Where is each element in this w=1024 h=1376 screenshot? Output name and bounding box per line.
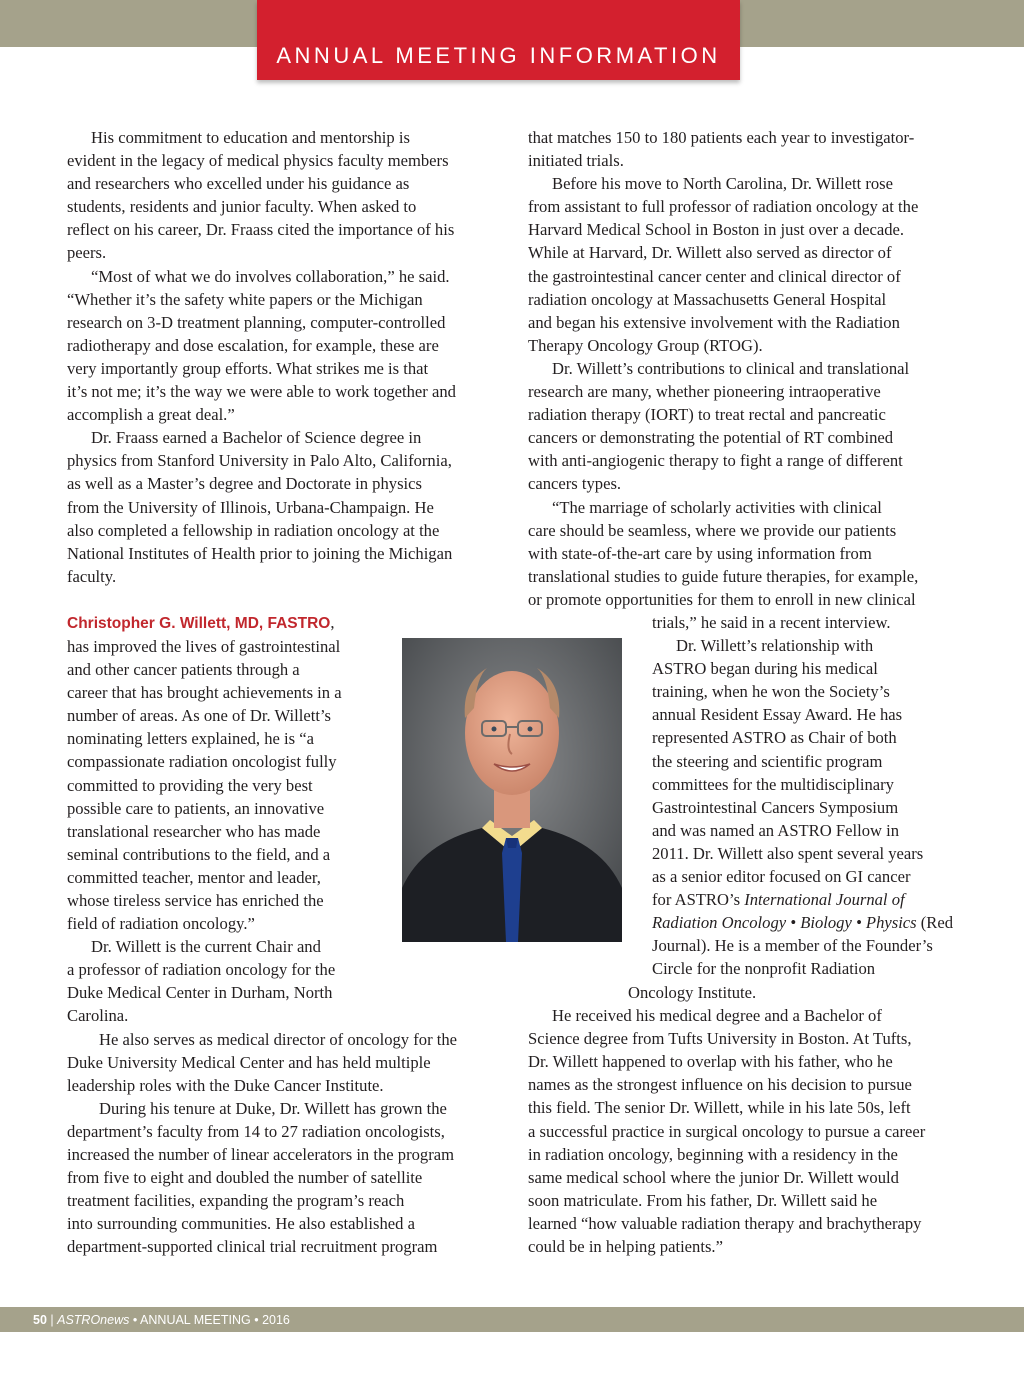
text-line: learned “how valuable radiation therapy and brachytherapy [528, 1213, 922, 1233]
text-line: nominating letters explained, he is “a [67, 729, 314, 749]
right-column-bottom-text [528, 981, 968, 1258]
text-line: Duke University Medical Center and has held multiple [67, 1052, 431, 1072]
section-header-tab [257, 0, 740, 80]
text-line: Gastrointestinal Cancers Symposium [652, 797, 899, 817]
text-line: Dr. Fraass earned a Bachelor of Science degree in [91, 428, 422, 448]
text-line: translational researcher who has made [67, 821, 321, 841]
text-line: His commitment to education and mentorship is [91, 128, 410, 147]
text-line: physics from Stanford University in Palo Alto, California, [67, 451, 452, 471]
text-line: career that has brought achievements in a [67, 683, 342, 703]
text-line: Dr. Willett is the current Chair and [91, 937, 321, 957]
text-line: this field. The senior Dr. Willett, while in his late 50s, left [528, 1098, 911, 1118]
text-line: the steering and scientific program [652, 751, 883, 771]
text-line: annual Resident Essay Award. He has [652, 705, 903, 725]
text-line: research on 3-D treatment planning, computer-controlled [67, 312, 446, 332]
text-line: from five to eight and doubled the number of satellite [67, 1168, 423, 1188]
text-line: as a senior editor focused on GI cancer [652, 867, 911, 887]
text-line: committed to providing the very best [67, 775, 313, 795]
text-line: radiotherapy and dose escalation, for example, these are [67, 335, 439, 355]
text-line: increased the number of linear accelerators in the program [67, 1145, 455, 1165]
publication-name: ASTROnews [57, 1313, 130, 1327]
text-line: While at Harvard, Dr. Willett also served as director of [528, 243, 892, 263]
text-line: it’s not me; it’s the way we were able to work together and [67, 382, 456, 402]
text-line: faculty. [67, 566, 117, 586]
text-line: research are many, whether pioneering intraoperative [528, 382, 881, 402]
text-line: Duke Medical Center in Durham, North [67, 983, 333, 1003]
text-line: “Most of what we do involves collaboration,” he said. [91, 266, 450, 286]
text-line: 2011. Dr. Willett also spent several years [652, 843, 924, 863]
footer-year: 2016 [262, 1313, 290, 1327]
name-suffix: , [330, 612, 335, 632]
profile-name: Christopher G. Willett, MD, FASTRO [67, 614, 331, 632]
text-line: could be in helping patients.” [528, 1237, 723, 1257]
portrait-photo [402, 638, 622, 942]
text-line: a successful practice in surgical oncology to pursue a career [528, 1121, 926, 1141]
text-line: field of radiation oncology.” [67, 914, 255, 934]
text-line: Dr. Willett’s relationship with [676, 636, 874, 656]
text-line: students, residents and junior faculty. When asked to [67, 197, 417, 217]
text-line: leadership roles with the Duke Cancer Institute. [67, 1075, 384, 1095]
text-line: as well as a Master’s degree and Doctorate in physics [67, 474, 422, 494]
text-line: from the University of Illinois, Urbana-Champaign. He [67, 497, 434, 517]
text-line: possible care to patients, an innovative [67, 798, 325, 818]
text-line: Journal). He is a member of the Founder’s [652, 936, 933, 956]
text-line: ASTRO began during his medical [652, 659, 878, 679]
page-number: 50 [33, 1313, 47, 1327]
text-line: radiation therapy (IORT) to treat rectal and pancreatic [528, 405, 886, 425]
portrait-illustration [402, 638, 622, 942]
text-line: translational studies to guide future therapies, for example, [528, 566, 919, 586]
text-line: He received his medical degree and a Bachelor of [552, 1006, 882, 1026]
text-line: Therapy Oncology Group (RTOG). [528, 335, 763, 355]
text-line: accomplish a great deal.” [67, 405, 235, 425]
text-line: Circle for the nonprofit Radiation [652, 959, 876, 979]
text-line: and was named an ASTRO Fellow in [652, 820, 900, 840]
text-line: soon matriculate. From his father, Dr. Willett said he [528, 1190, 878, 1210]
text-line: names as the strongest influence on his decision to pursue [528, 1075, 912, 1095]
text-line: that matches 150 to 180 patients each year to investigator- [528, 128, 915, 147]
text-line: and began his extensive involvement with the Radiation [528, 312, 900, 332]
text-line: committed teacher, mentor and leader, [67, 867, 321, 887]
text-line: Science degree from Tufts University in Boston. At Tufts, [528, 1029, 912, 1049]
journal-title-part-2: Radiation Oncology • Biology • Physics [652, 913, 917, 933]
text-line: very importantly group efforts. What strikes me is that [67, 358, 429, 378]
text-line: seminal contributions to the field, and a [67, 844, 331, 864]
footer-separator: | [50, 1313, 54, 1327]
text-line: the gastrointestinal cancer center and clinical director of [528, 266, 901, 286]
text-line: number of areas. As one of Dr. Willett’s [67, 706, 332, 726]
text-line: National Institutes of Health prior to joining the Michigan [67, 543, 453, 563]
journal-suffix: (Red [916, 913, 954, 933]
text-line: treatment facilities, expanding the program’s reach [67, 1191, 405, 1211]
text-line: initiated trials. [528, 151, 624, 171]
text-line: with anti-angiogenic therapy to fight a range of different [528, 451, 903, 471]
text-line: or promote opportunities for them to enroll in new clinical [528, 589, 916, 609]
right-column-text [528, 126, 968, 611]
text-line: in radiation oncology, beginning with a residency in the [528, 1144, 898, 1164]
text-line: whose tireless service has enriched the [67, 891, 324, 910]
text-line: Carolina. [67, 1006, 129, 1026]
section-title: ANNUAL MEETING INFORMATION [276, 43, 721, 68]
text-line: same medical school where the junior Dr. Willett would [528, 1167, 899, 1187]
text-line: Harvard Medical School in Boston in just over a decade. [528, 220, 905, 240]
journal-prefix: for ASTRO’s [652, 890, 745, 910]
text-line: compassionate radiation oncologist fully [67, 752, 337, 772]
text-line: peers. [67, 243, 107, 263]
text-line: and other cancer patients through a [67, 660, 300, 680]
footer-bullet: • [254, 1313, 259, 1327]
text-line: from assistant to full professor of radiation oncology at the [528, 197, 919, 217]
text-line: cancers or demonstrating the potential of RT combined [528, 428, 894, 448]
text-line: radiation oncology at Massachusetts General Hospital [528, 289, 887, 309]
footer-bullet: • [132, 1313, 138, 1327]
text-line: evident in the legacy of medical physics faculty members [67, 151, 449, 171]
text-line: He also serves as medical director of oncology for the [99, 1029, 458, 1049]
text-line: department’s faculty from 14 to 27 radiation oncologists, [67, 1121, 445, 1141]
text-line: has improved the lives of gastrointestinal [67, 636, 341, 656]
text-line: Dr. Willett’s contributions to clinical and translational [552, 358, 910, 378]
text-line: trials,” he said in a recent interview. [652, 613, 891, 632]
text-line: During his tenure at Duke, Dr. Willett has grown the [99, 1098, 447, 1118]
text-line: Oncology Institute. [628, 983, 757, 1002]
journal-line-1 [652, 888, 982, 911]
journal-line-2 [652, 911, 982, 934]
text-line: a professor of radiation oncology for the [67, 960, 336, 980]
right-column-wrap-text [652, 611, 982, 981]
text-line: cancers types. [528, 474, 622, 494]
footer [33, 1310, 290, 1330]
text-line: with state-of-the-art care by using information from [528, 543, 872, 563]
journal-title-part-1: International Journal of [744, 890, 905, 910]
text-line: “Whether it’s the safety white papers or the Michigan [67, 289, 423, 309]
footer-section: ANNUAL MEETING [140, 1313, 251, 1327]
text-line: “The marriage of scholarly activities with clinical [552, 497, 882, 517]
text-line: represented ASTRO as Chair of both [652, 728, 897, 748]
text-line: into surrounding communities. He also established a [67, 1214, 415, 1234]
profile-name-line [67, 611, 497, 635]
text-line: Dr. Willett happened to overlap with his father, who he [528, 1052, 893, 1072]
text-line: department-supported clinical trial recruitment program [67, 1237, 438, 1257]
text-line: also completed a fellowship in radiation oncology at the [67, 520, 440, 540]
text-line: training, when he won the Society’s [652, 682, 890, 702]
text-line: care should be seamless, where we provide our patients [528, 520, 897, 540]
text-line: reflect on his career, Dr. Fraass cited the importance of his [67, 220, 455, 240]
text-line: committees for the multidisciplinary [652, 774, 894, 794]
text-line: Before his move to North Carolina, Dr. Willett rose [552, 174, 893, 194]
text-line: and researchers who excelled under his guidance as [67, 174, 410, 194]
